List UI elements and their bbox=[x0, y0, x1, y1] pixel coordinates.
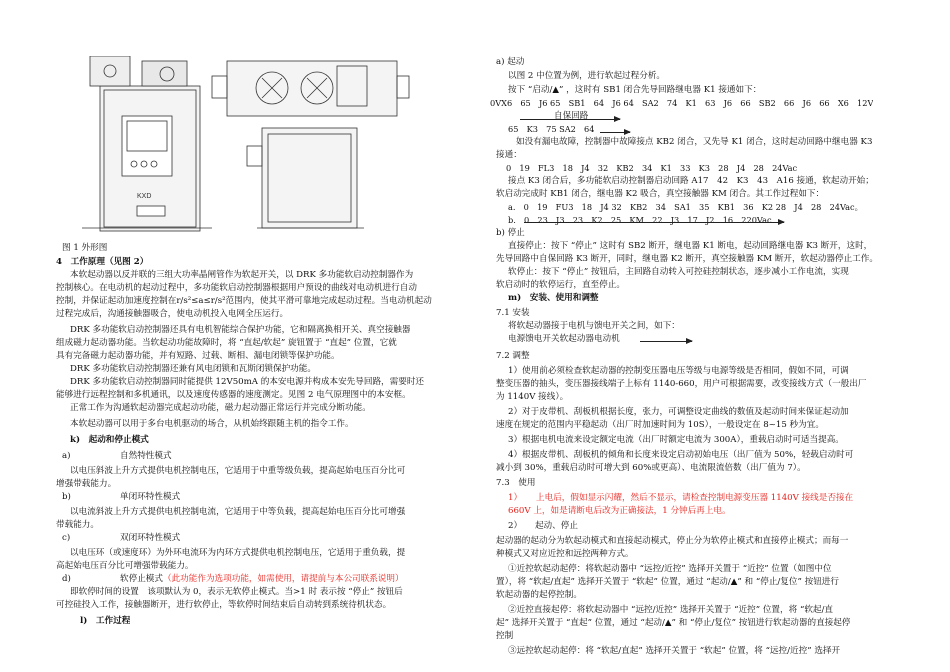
circuit-arrow bbox=[520, 119, 620, 120]
item-b-text: 以电流斜波上升方式提供电机控制电流，它适用于中等负载，提高起始电压百分比可增强 bbox=[70, 507, 406, 517]
item-d-text: 可控硅投入工作，接触器断开，进行软停止，等软停时间结束后自动转到系统待机状态。 bbox=[56, 600, 392, 610]
section-7-1-title: 7.1 安装 bbox=[496, 308, 530, 318]
item-a-text: 增强带载能力。 bbox=[56, 479, 117, 489]
para-4-line: 能够进行远程控制和多机通讯，以及速度传感器的速度测定。见图 2 电气原理图中的本安框。 bbox=[56, 390, 411, 400]
control-mode-3: ③远控软起动起停：将 “软起/直起” 选择开关置于 “软起” 位置，将 “远控/近控” 选择开 bbox=[508, 646, 841, 656]
item-c-text: 高起始电压百分比可增强带载能力。 bbox=[56, 561, 194, 571]
item-c-label: c) bbox=[62, 533, 71, 543]
adjust-1: 1）使用前必须检查软起动器的控制变压器电压等级与电源等级是否相同，假如不同，可调 bbox=[508, 366, 849, 376]
para-2-line: DRK 多功能软启动控制器还具有电机智能综合保护功能，它和隔离换相开关、真空接触器 bbox=[70, 325, 411, 335]
item-b-label: b) bbox=[62, 492, 71, 502]
usage-2-text: 起动器的起动分为软起动模式和直接起动模式，停止分为软停止模式和直接停止模式；而每一 bbox=[496, 536, 849, 546]
start-title: a) 起动 bbox=[496, 57, 525, 67]
stop-line: 软停止：按下 “停止” 按钮后，主回路自动转入可控硅控制状态，逐步减小工作电流，实现 bbox=[508, 267, 849, 277]
item-b-text: 带载能力。 bbox=[56, 520, 99, 530]
para-1-line: 控制核心。在电动机的起动过程中，多功能软启动控制器根据用户预设的曲线对电动机进行自动 bbox=[56, 283, 417, 293]
start-line: 接通： bbox=[496, 150, 522, 160]
para-2-line: 组成磁力起动器功能。当软起动功能故障时，将 “直起/软起” 旋钮置于 “直起” 位置，它就 bbox=[56, 338, 397, 348]
item-d-title-text: 软停止模式 bbox=[120, 574, 163, 584]
para-4-line: DRK 多功能软启动控制器同时能提供 12V50mA 的本安电源并构成本安先导回路，需要时还 bbox=[70, 377, 425, 387]
adjust-4: 减小到 30%，重载启动时可增大到 60%或更高）、电流限流倍数（出厂值为 7）。 bbox=[496, 463, 806, 473]
control-mode-2: 控制 bbox=[496, 631, 514, 641]
item-d-note: （此功能作为选项功能，如需使用，请提前与本公司联系说明） bbox=[162, 574, 404, 584]
para-1-line: 控制，并保证起动加速度控制在r/s²≤a≤r/s²范围内，使其平滑可靠地完成起动过程。当电动机起动 bbox=[56, 296, 432, 306]
item-a-title: 自然特性模式 bbox=[120, 451, 172, 461]
circuit-sequence-1: 0VX6 65 J6 65 SB1 64 J6 64 SA2 74 K1 63 J6 66 SB2 66 J6 66 X6 12V bbox=[490, 98, 874, 108]
start-line: 如没有漏电故障，控制器中故障接点 KB2 闭合，又先导 K1 闭合，这时起动回路中继电器 K3 bbox=[516, 137, 873, 147]
install-chain: 电源馈电开关软起动器电动机 bbox=[508, 334, 620, 344]
control-mode-2: 起” 选择开关置于 “直起” 位置，通过 “起动/▲” 和 “停止/复位” 按钮进行软起动器的直接起停 bbox=[496, 618, 851, 628]
stop-title: b) 停止 bbox=[496, 228, 525, 238]
para-1-line: 过程完成后，沟通接触器吸合，使电动机投入电网全压运行。 bbox=[56, 309, 289, 319]
stop-line: 软启动时的软停运行，直至停止。 bbox=[496, 280, 625, 290]
para-6: 本软起动器可以用于多台电机驱动的场合，从机始终跟随主机的指令工作。 bbox=[70, 419, 354, 429]
item-d-text: 即软停时间的设置 该项默认为 0，表示无软停止模式。当>1 时 表示按 “停止” 按钮后 bbox=[70, 587, 403, 597]
stop-line: 先导回路中自保回路 K3 断开，同时，继电器 K2 断开，真空接触器 KM 断开，软起动器停止工作。 bbox=[496, 254, 878, 264]
item-b-title: 单闭环特性模式 bbox=[120, 492, 181, 502]
item-a-text: 以电压斜波上升方式提供电机控制电压，它适用于中重等级负载，提高起始电压百分比可 bbox=[70, 466, 406, 476]
item-d-label: d) bbox=[62, 574, 71, 584]
para-1-line: 本软起动器以反并联的三组大功率晶闸管作为软起开关，以 DRK 多功能软启动控制器作为 bbox=[70, 270, 414, 280]
section-7-2-title: 7.2 调整 bbox=[496, 351, 530, 361]
start-line: 以图 2 中位置为例，进行软起过程分析。 bbox=[508, 71, 666, 81]
start-line: 软启动完成时 KB1 闭合，继电器 K2 吸合，真空接触器 KM 闭合。其工作过程如下： bbox=[496, 189, 825, 199]
section-7-3-title: 7.3 使用 bbox=[496, 478, 536, 488]
adjust-1: 整变压器的抽头，变压器接线端子上标有 1140-660，用户可根据需要，改变接线方式（一般出厂 bbox=[496, 379, 867, 389]
section-l-title: l) 工作过程 bbox=[80, 616, 131, 626]
item-a-label: a) bbox=[62, 451, 71, 461]
circuit-arrow bbox=[600, 132, 630, 133]
para-3: DRK 多功能软启动控制器还兼有风电闭锁和瓦斯闭锁保护功能。 bbox=[70, 364, 316, 374]
control-mode-1: 软起动器的起停控制。 bbox=[496, 590, 582, 600]
section-4-title: 4 工作原理（见图 2） bbox=[56, 257, 149, 267]
stop-line: 直接停止：按下 “停止” 这时有 SB2 断开，继电器 K1 断电，起动回路继电器 K3 断开，这时， bbox=[508, 241, 873, 251]
adjust-1: 为 1140V 接线）。 bbox=[496, 392, 569, 402]
control-mode-1: ①近控软起动起停：将软起动器中 “远控/近控” 选择开关置于 “近控” 位置（如图中位 bbox=[508, 564, 832, 574]
figure-caption: 图 1 外形图 bbox=[62, 243, 108, 253]
item-c-text: 以电压环（或速度环）为外环电流环为内环方式提供电机控制电压，它适用于重负载，提 bbox=[70, 548, 406, 558]
circuit-sequence-2: 0 19 FL3 18 J4 32 KB2 34 K1 33 K3 28 J4 28 24Vac bbox=[506, 163, 798, 173]
usage-1-warning: 660V 上，如是请断电后改为正确接法，1 分钟后再上电。 bbox=[508, 506, 731, 516]
section-m-title: m) 安装、使用和调整 bbox=[508, 293, 599, 303]
circuit-sequence-1b: 65 K3 75 SA2 64 bbox=[508, 124, 595, 134]
control-mode-1: 置），将 “软起/直起” 选择开关置于 “软起” 位置，通过 “起动/▲” 和 “停止/复位” 按钮进行 bbox=[496, 577, 839, 587]
adjust-4: 4）根据皮带机、刮板机的倾角和长度来设定启动初始电压（出厂值为 50%，轻载启动时可 bbox=[508, 450, 854, 460]
usage-1-number: 1） bbox=[508, 493, 523, 503]
section-k-title: k) 起动和停止模式 bbox=[70, 435, 149, 445]
circuit-arrow bbox=[640, 341, 692, 342]
control-mode-2: ②近控直接起停：将软起动器中 “远控/近控” 选择开关置于 “近控” 位置，将 “软起/直 bbox=[508, 605, 834, 615]
outline-drawing bbox=[82, 56, 412, 236]
usage-1-warning: 上电后，假如显示闪耀，然后不显示，请检查控制电源变压器 1140V 接线是否接在 bbox=[536, 493, 854, 503]
self-lock-label: 自保回路 bbox=[554, 111, 589, 121]
start-line: 按下 “启动/▲” ，这时有 SB1 闭合先导回路继电器 K1 接通如下： bbox=[508, 85, 762, 95]
adjust-2: 速度在规定的范围内平稳起动（出厂时加速时间为 10S），一般设定在 8~15 秒为宜。 bbox=[496, 420, 824, 430]
circuit-sequence-4: b. 0 23 J3 23 K2 25 KM 22 J3 17 J2 16 220Vac bbox=[508, 215, 772, 225]
install-line: 将软起动器接于电机与馈电开关之间，如下： bbox=[508, 321, 680, 331]
circuit-arrow bbox=[524, 222, 784, 223]
item-c-title: 双闭环特性模式 bbox=[120, 533, 181, 543]
start-line: 接点 K3 闭合后，多功能软启动控制器启动回路 A17 42 K3 43 A16 接通，软起动开始； bbox=[508, 176, 874, 186]
circuit-sequence-3: a. 0 19 FU3 18 J4 32 KB2 34 SA1 35 KB1 36 K2 28 J4 28 24Vac。 bbox=[508, 202, 863, 212]
nameplate-label: KXD bbox=[137, 193, 152, 200]
adjust-2: 2）对于皮带机、刮板机根据长度，张力，可调整设定曲线的数值及起动时间来保证起动加 bbox=[508, 407, 849, 417]
para-2-line: 具有完备磁力起动器功能，并有短路、过载、断相、漏电闭锁等保护功能。 bbox=[56, 351, 340, 361]
item-d-title bbox=[120, 573, 404, 586]
para-5: 正常工作为沟通软起动器完成起动功能，磁力起动器正常运行并完成分断功能。 bbox=[70, 403, 371, 413]
usage-2-title: 2） 起动、停止 bbox=[508, 521, 578, 531]
usage-2-text: 种模式又对应近控和远控两种方式。 bbox=[496, 549, 634, 559]
adjust-3: 3）根据电机电流来设定额定电流（出厂时额定电流为 300A），重载启动时可适当提高。 bbox=[508, 435, 844, 445]
